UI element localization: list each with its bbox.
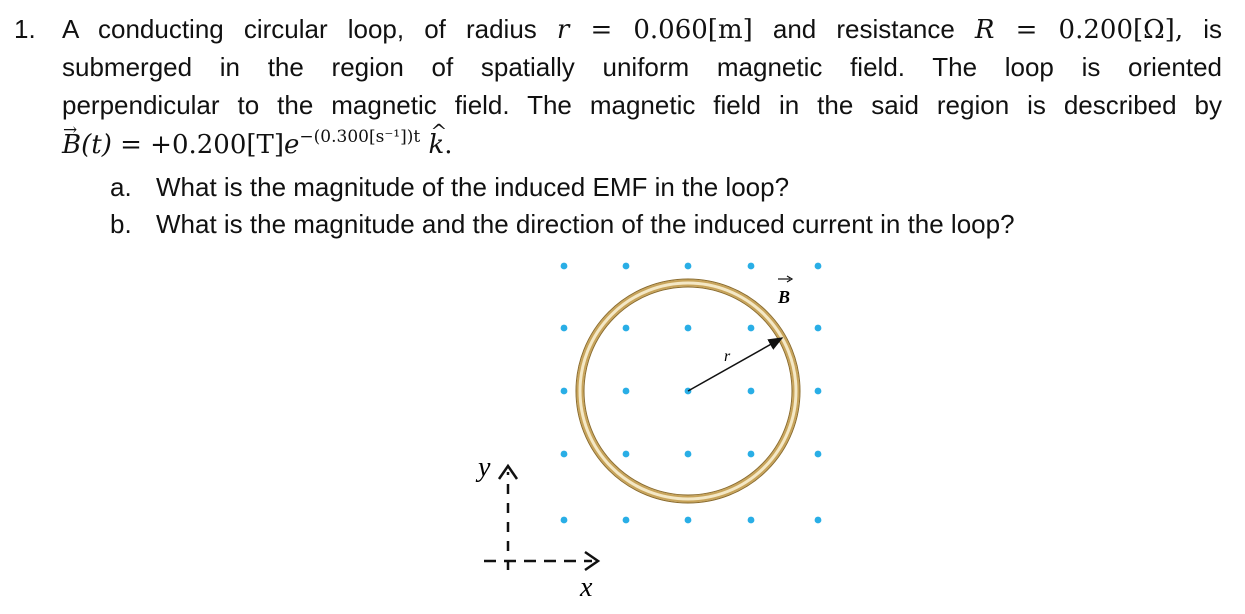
radius-arrow <box>688 338 782 391</box>
field-dot <box>815 263 822 270</box>
resistance-value: = 0.200[Ω], <box>994 15 1184 45</box>
field-dot <box>685 325 692 332</box>
field-dot <box>685 517 692 524</box>
x-axis-label: x <box>580 572 593 603</box>
field-dot <box>561 325 568 332</box>
field-dot <box>561 388 568 395</box>
field-dot <box>623 388 630 395</box>
coordinate-axes <box>475 452 598 603</box>
radius-value: = 0.060[m] <box>569 15 753 45</box>
problem-number: 1. <box>14 14 36 44</box>
field-dot <box>815 451 822 458</box>
exponent: −(0.300[s⁻¹])t <box>299 127 421 147</box>
field-label-group <box>777 276 792 307</box>
text-segment: is <box>1203 14 1222 44</box>
field-dot <box>561 451 568 458</box>
field-amplitude: = +0.200[T] <box>111 130 285 160</box>
field-dot <box>748 388 755 395</box>
field-dot <box>685 451 692 458</box>
field-dot <box>748 451 755 458</box>
field-dot <box>685 263 692 270</box>
resistance-symbol: R <box>974 15 995 45</box>
field-label: B <box>778 287 791 307</box>
subquestion-label: b. <box>110 209 132 239</box>
field-dot <box>748 263 755 270</box>
statement-line-3: perpendicular to the magnetic field. The magnetic field in the said region is described by <box>62 90 1222 120</box>
subquestion-text: What is the magnitude and the direction of the induced current in the loop? <box>156 209 1015 239</box>
subquestion-text: What is the magnitude of the induced EMF in the loop? <box>156 172 790 202</box>
field-dot <box>623 263 630 270</box>
field-dot <box>561 263 568 270</box>
field-dot <box>748 517 755 524</box>
field-dot <box>815 325 822 332</box>
equation-period: . <box>444 130 453 160</box>
radius-label: r <box>724 348 731 365</box>
exponential-base: e <box>284 130 300 160</box>
field-dot <box>561 517 568 524</box>
statement-line-2: submerged in the region of spatially uniform magnetic field. The loop is oriented <box>62 52 1222 82</box>
text-segment: and resistance <box>772 14 955 44</box>
y-axis-label: y <box>478 452 491 483</box>
radius-symbol: r <box>556 15 570 45</box>
field-dot <box>623 325 630 332</box>
field-argument: (t) <box>81 130 112 160</box>
field-vector-symbol: → B <box>62 130 81 160</box>
unit-vector-k: ^ k <box>428 130 444 160</box>
field-dot <box>623 451 630 458</box>
field-dot <box>748 325 755 332</box>
field-dot <box>815 517 822 524</box>
field-dot <box>815 388 822 395</box>
subquestion-label: a. <box>110 172 132 202</box>
text-segment: A conducting circular loop, of radius <box>62 14 537 44</box>
field-dot <box>623 517 630 524</box>
